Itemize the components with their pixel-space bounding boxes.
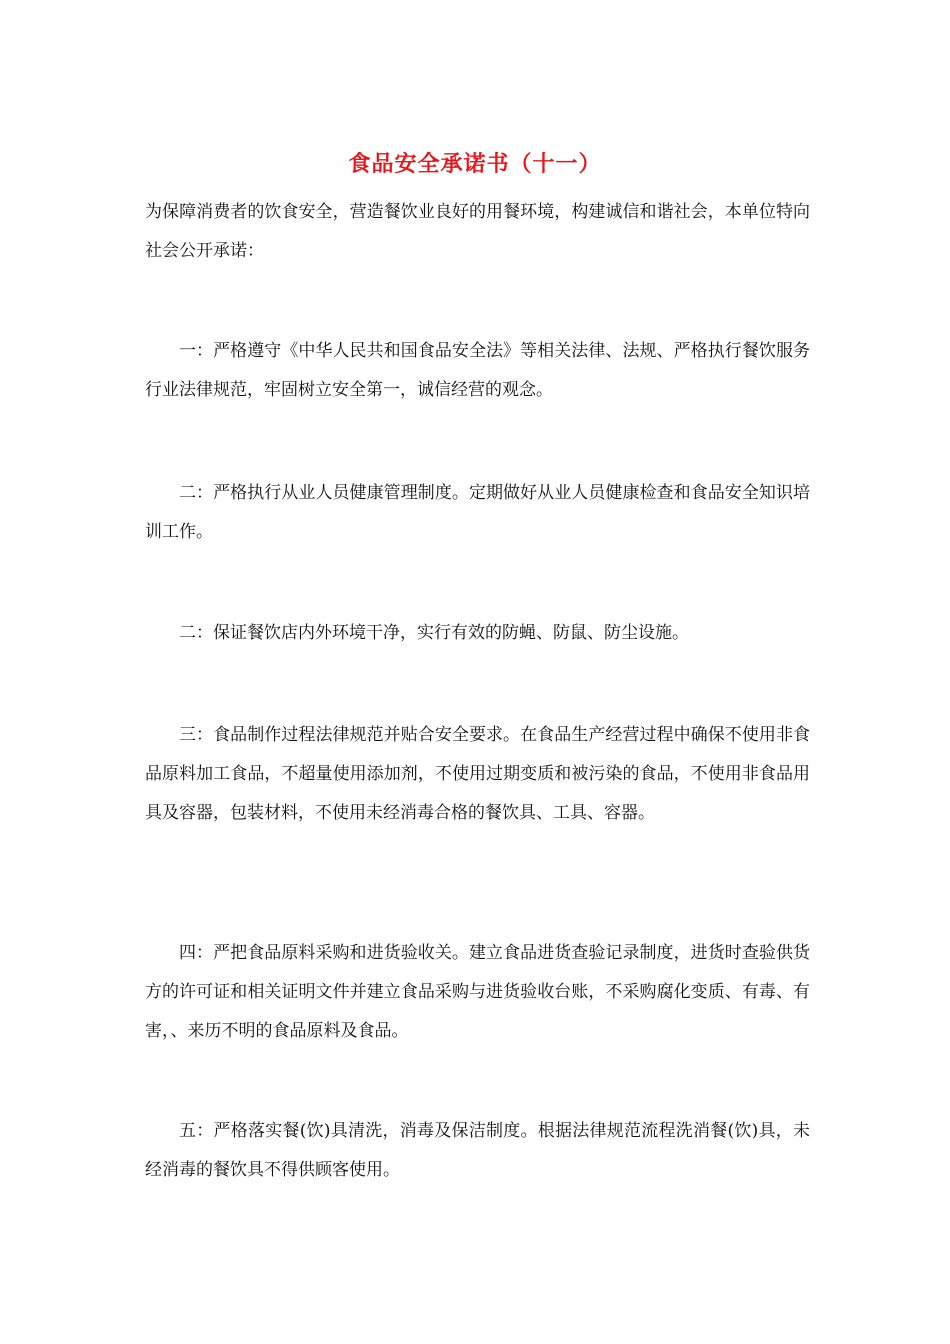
intro-paragraph: 为保障消费者的饮食安全，营造餐饮业良好的用餐环境，构建诚信和谐社会，本单位特向社会公开承诺： <box>145 202 810 261</box>
commitment-item-6: 五：严格落实餐(饮)具清洗，消毒及保洁制度。根据法律规范流程洗消餐(饮)具，未经消毒的餐饮具不得供顾客使用。 <box>145 1121 810 1180</box>
commitment-item-4: 三：食品制作过程法律规范并贴合安全要求。在食品生产经营过程中确保不使用非食品原料加工食品，不超量使用添加剂，不使用过期变质和被污染的食品，不使用非食品用具及容器，包装材料，不使用未经消毒合格的餐饮具、工具、容器。 <box>145 725 810 823</box>
commitment-item-3: 二：保证餐饮店内外环境干净，实行有效的防蝇、防鼠、防尘设施。 <box>179 623 689 643</box>
document-title: 食品安全承诺书（十一） <box>348 151 602 177</box>
commitment-item-2: 二：严格执行从业人员健康管理制度。定期做好从业人员健康检查和食品安全知识培训工作。 <box>145 483 810 542</box>
commitment-item-1: 一：严格遵守《中华人民共和国食品安全法》等相关法律、法规、严格执行餐饮服务行业法律规范，牢固树立安全第一，诚信经营的观念。 <box>145 341 810 400</box>
commitment-item-5: 四：严把食品原料采购和进货验收关。建立食品进货查验记录制度，进货时查验供货方的许可证和相关证明文件并建立食品采购与进货验收台账，不采购腐化变质、有毒、有害，、来历不明的食品原料及食品。 <box>145 943 810 1041</box>
